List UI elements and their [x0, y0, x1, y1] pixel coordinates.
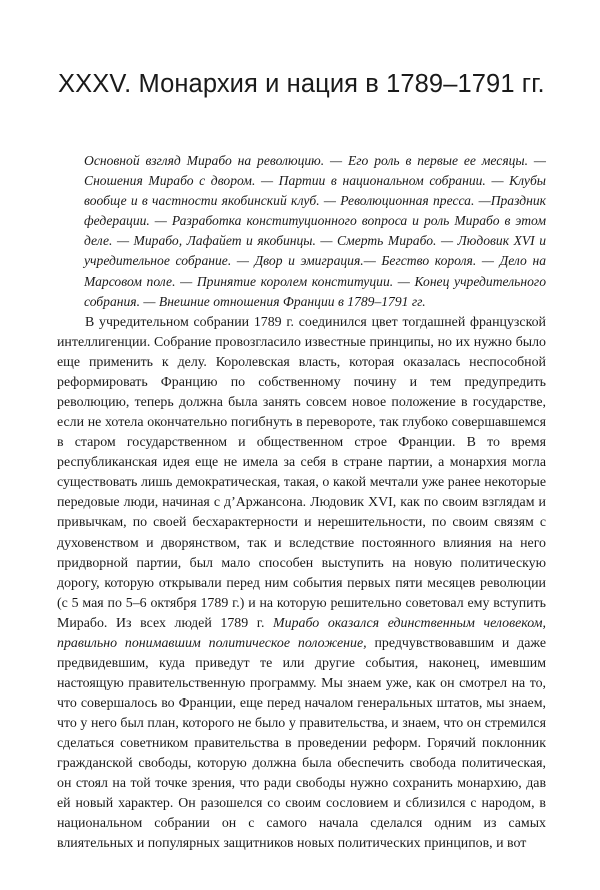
chapter-summary: Основной взгляд Мирабо на революцию. — Его роль в первые ее месяцы. — Сношения Мирабо с двором. — Партии в национальном собрании. — Клубы вообще и в частности якобинский клуб. — Революционная пресса. —Праздник федерации. — Разработка конституционного вопроса и роль Мирабо в этом деле. — Мирабо, Лафайет и якобинцы. — Смерть Мирабо. — Людовик XVI и учредительное собрание. — Двор и эмиграция.— Бегство короля. — Дело на Марсовом поле. — Принятие королем конституции. — Конец учредительного собрания. — Внешние отношения Франции в 1789–1791 гг. [84, 153, 546, 309]
body-text-part1: В учредительном собрании 1789 г. соединился цвет тогдашней французской интеллигенции. Собрание провозгласило известные принципы, но их нужно было еще применить к делу. Королевская власть, которая оказалась неспособной реформировать Францию по собственному почину и тем предупредить революцию, теперь должна была занять совсем новое положение в государстве, если не хотела окончательно погибнуть в перевороте, так глубоко совершавшемся в старом государственном и общественном строе Франции. В то время республиканская идея еще не имела за себя в стране партии, а монархия могла существовать лишь демократическая, такая, о какой мечтали уже ранее некоторые передовые люди, начиная с д’Аржансона. Людовик XVI, как по своим взглядам и привычкам, по своей бесхарактерности и нерешительности, по своим связям с духовенством и дворянством, так и вследствие постоянного влияния на него придворной партии, был мало способен выступить на новую политическую дорогу, которую открывали перед ним события первых пяти месяцев революции (с 5 мая по 5–6 октября 1789 г.) и на которую решительно советовал ему вступить Мирабо. Из всех людей 1789 г. [57, 315, 546, 631]
chapter-title: XXXV. Монархия и нация в 1789–1791 гг. [58, 70, 545, 98]
body-text-emphasis: Мирабо оказался единственным человеком, правильно понимавшим политическое положение, [57, 615, 546, 651]
body-text-part2: предчувствовавшим и даже предвидевшим, куда приведут те или другие события, наконец, имевшим настоящую правительственную программу. Мы знаем уже, как он смотрел на то, что совершалось во Франции, еще перед началом генеральных штатов, мы знаем, что у него был план, которого не было у правительства, и знаем, что он стремился сделаться советником правительства в проведении реформ. Горячий поклонник гражданской свободы, которую должна была обеспечить свобода политическая, он стоял на той точке зрения, что ради свободы нужно сохранить монархию, дав ей новый характер. Он разошелся со своим сословием и сблизился с народом, в национальном собрании он с самого начала сделался одним из самых влиятельных и популярных защитников новых политических принципов, и вот [57, 635, 546, 852]
body-paragraph [57, 313, 546, 854]
